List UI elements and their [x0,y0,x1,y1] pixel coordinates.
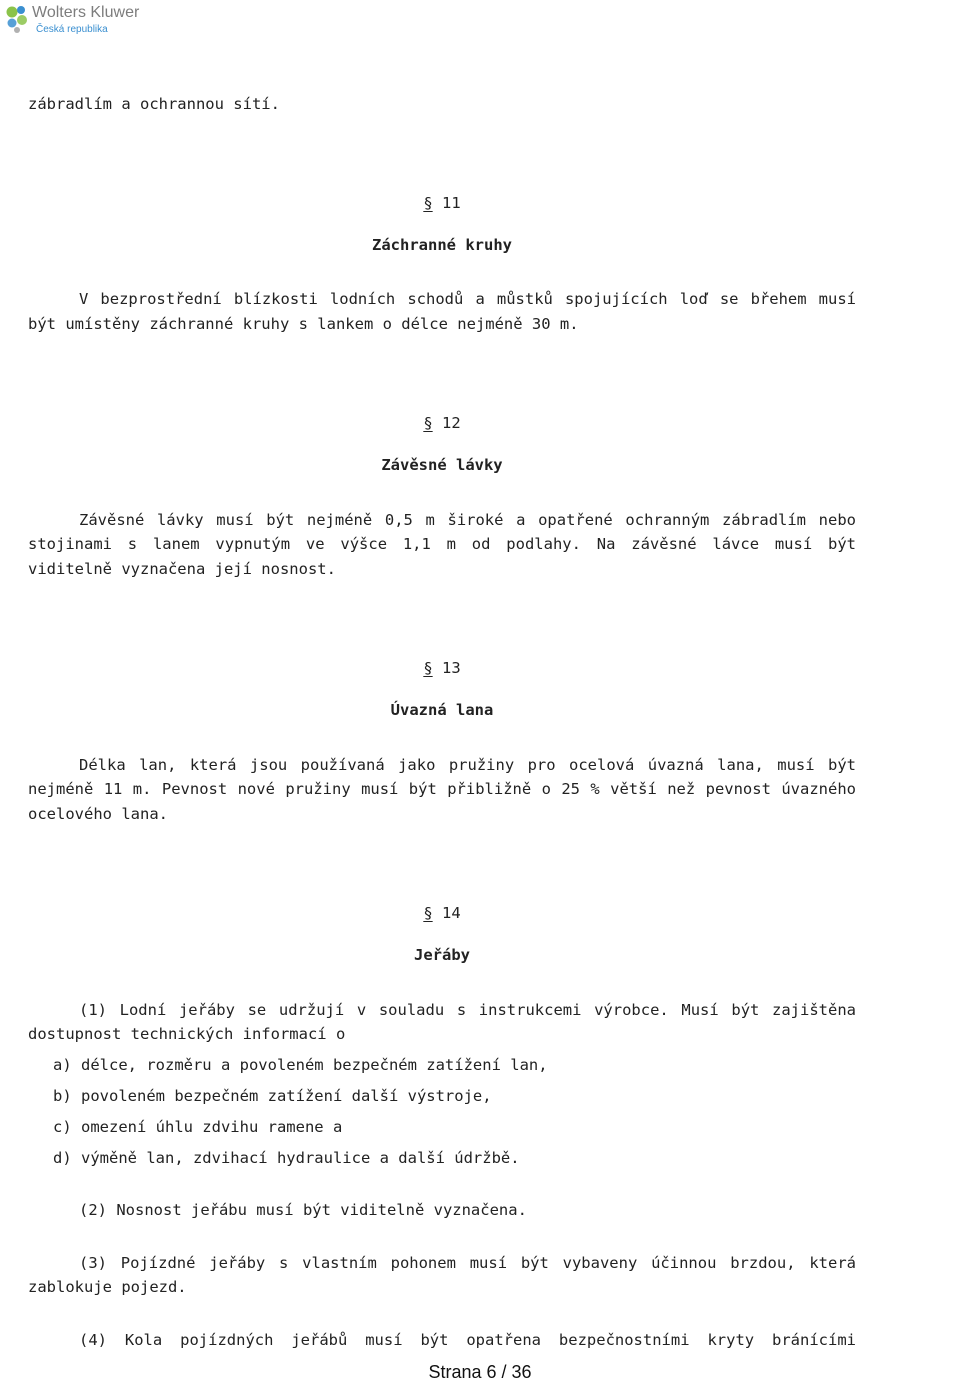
section-number-value: 11 [442,193,461,212]
section-title: Úvazná lana [390,701,494,719]
brand-name: Wolters Kluwer [32,4,140,21]
section-number-value: 13 [442,659,461,677]
section-text: Délka lan, která jsou používaná jako pružiny pro ocelová úvazná lana, musí být nejméně 11 m. Pevnost nové pružiny musí být přibližně o 25 % větší než pevnost úvazného ocelového lana. [28,755,856,823]
list-item: a) délce, rozměru a povoleném bezpečném zatížení lan, [53,1055,548,1074]
section-title: Závěsné lávky [381,456,503,474]
intro-line: zábradlím a ochrannou sítí. [28,95,280,113]
section-title: Záchranné kruhy [372,235,512,254]
brand-subtitle: Česká republika [36,24,108,35]
section-number-value: 14 [442,904,461,922]
requirements-list [28,1053,856,1171]
section-symbol: § [423,659,433,677]
section-text: V bezprostřední blízkosti lodních schodů a můstků spojujících loď se břehem musí být umístěny záchranné kruhy s lankem o délce nejméně 30 m. [28,290,856,333]
section-number [28,903,856,923]
section-13 [28,658,856,723]
section-14 [28,903,856,968]
section-number-value: 12 [442,414,461,432]
paragraph-4: (4) Kola pojízdných jeřábů musí být opatřena bezpečnostními kryty bránícími [79,1330,856,1349]
section-number [28,658,856,678]
section-11 [28,193,856,258]
list-item: d) výměně lan, zdvihací hydraulice a další údržbě. [53,1148,520,1167]
section-number [28,193,856,213]
wolters-kluwer-logo [3,3,143,37]
paragraph-1: (1) Lodní jeřáby se udržují v souladu s instrukcemi výrobce. Musí být zajištěna dostupnost technických informací o [28,1000,856,1043]
section-12 [28,413,856,478]
list-item: c) omezení úhlu zdvihu ramene a [53,1117,343,1136]
document-body [28,92,856,1352]
section-title: Jeřáby [414,946,470,964]
list-item: b) povoleném bezpečném zatížení další výstroje, [53,1086,492,1105]
paragraph-2: (2) Nosnost jeřábu musí být viditelně vyznačena. [79,1201,527,1219]
paragraph-3: (3) Pojízdné jeřáby s vlastním pohonem musí být vybaveny účinnou brzdou, která zablokuje pojezd. [28,1253,856,1296]
section-symbol: § [423,904,433,922]
section-text: Závěsné lávky musí být nejméně 0,5 m široké a opatřené ochranným zábradlím nebo stojinami s lanem vypnutým ve výšce 1,1 m od podlahy. Na závěsné lávce musí být viditelně vyznačena její nosnost. [28,510,856,578]
section-symbol: § [423,414,433,432]
section-symbol: § [423,193,433,212]
section-number [28,413,856,433]
page-number: Strana 6 / 36 [428,1362,532,1382]
wolters-kluwer-logo-icon [3,3,29,35]
